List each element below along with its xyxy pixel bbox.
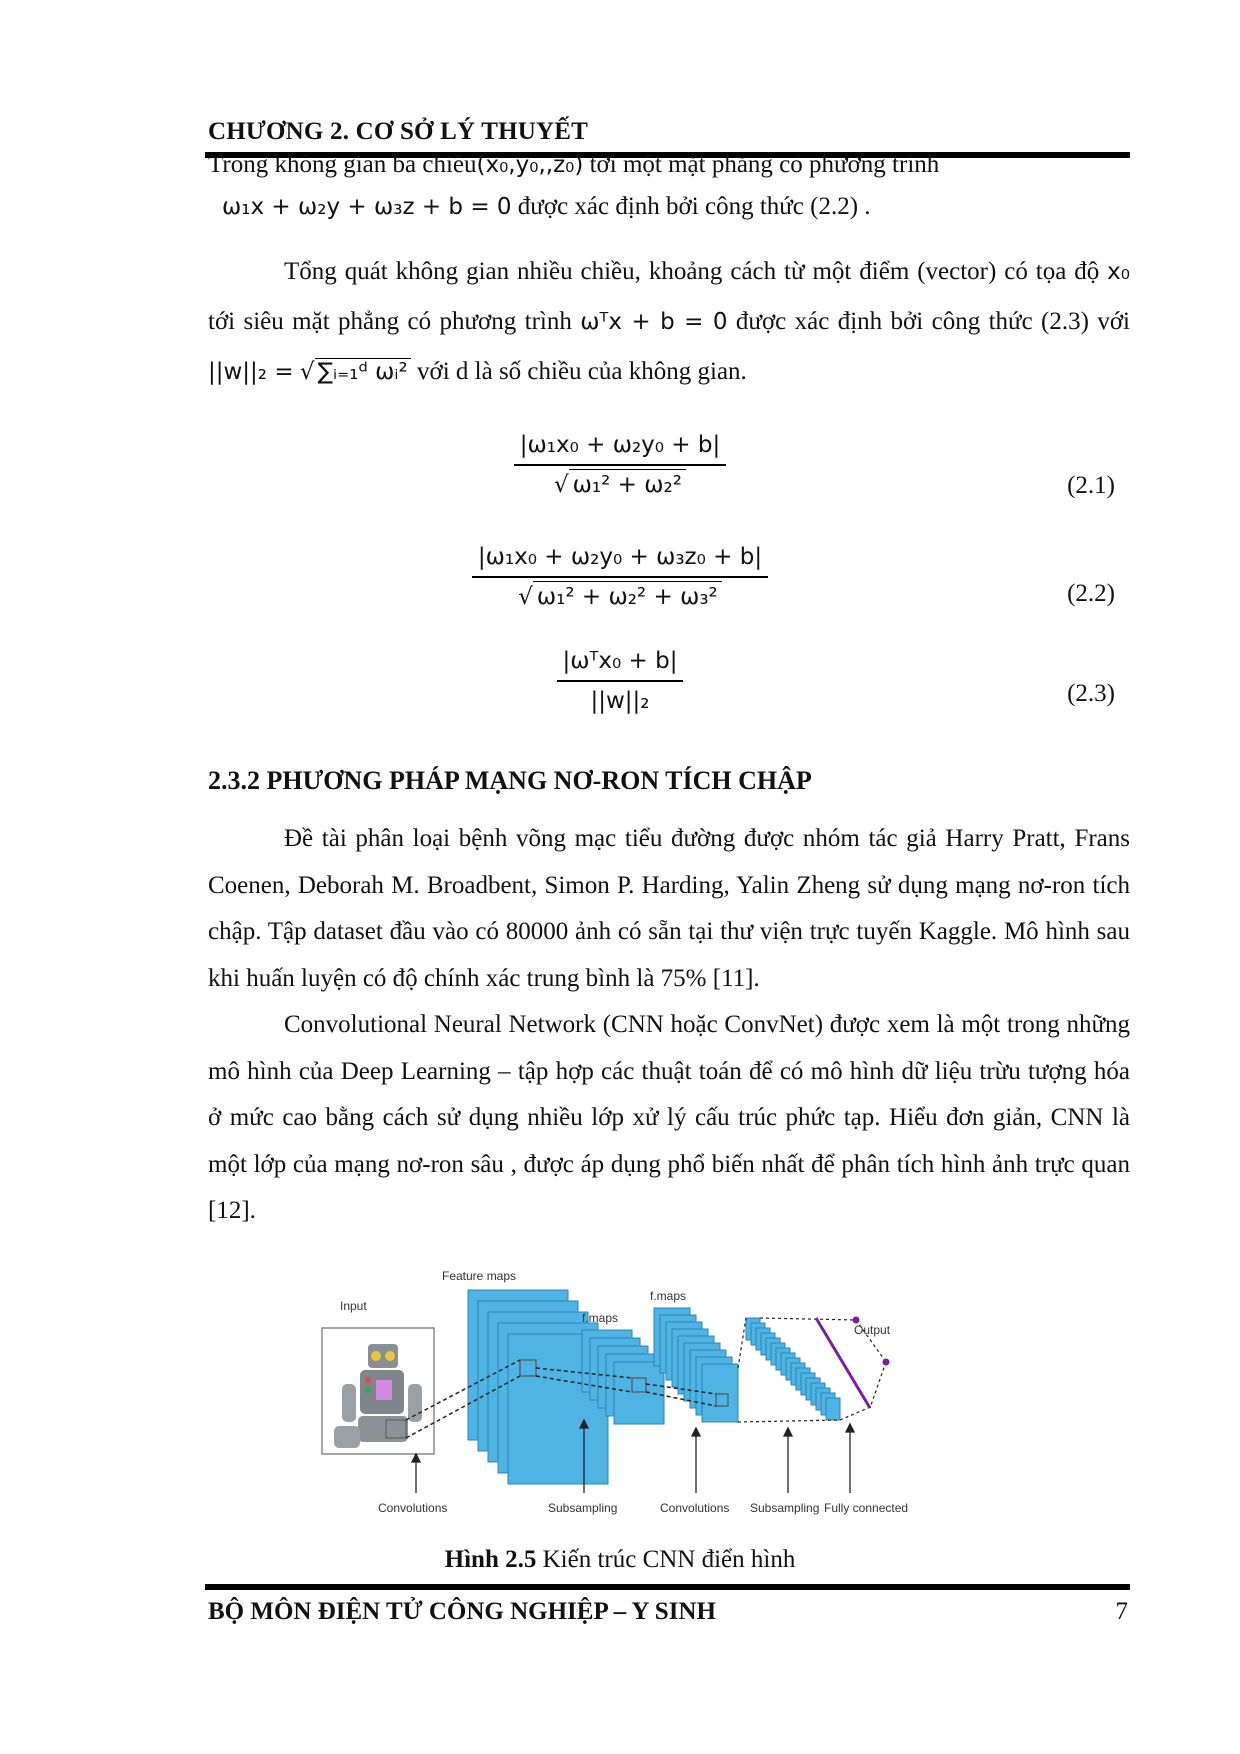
label-convolutions-1: Convolutions — [378, 1501, 448, 1515]
page-number: 7 — [1115, 1598, 1128, 1625]
label-output: Output — [854, 1323, 891, 1337]
plane-equation: ω₁x + ω₂y + ω₃z + b = 0 — [222, 194, 512, 220]
paragraph-1: Đề tài phân loại bệnh võng mạc tiểu đường được nhóm tác giả Harry Pratt, Frans Coenen, Deborah M. Broadbent, Simon P. Harding, Yalin Zheng sử dụng mạng nơ-ron tích chập. Tập dataset đầu vào có 80000 ảnh có sẵn tại thư viện trực tuyến Kaggle. Mô hình sau khi huấn luyện có độ chính xác trung bình là 75% [11]. — [208, 825, 1130, 992]
chapter-header: CHƯƠNG 2. CƠ SỞ LÝ THUYẾT — [208, 118, 589, 145]
intro-line-1: Trong không gian ba chiều(x₀,y₀,,z₀) tới một mặt phẳng có phương trình — [208, 151, 940, 178]
label-feature-maps: Feature maps — [442, 1269, 517, 1283]
paragraph-2: Convolutional Neural Network (CNN hoặc ConvNet) được xem là một trong những mô hình của Deep Learning – tập hợp các thuật toán để có mô hình dữ liệu trừu tượng hóa ở mức cao bằng cách sử dụng nhiều lớp xử lý cấu trúc phức tạp. Hiểu đơn giản, CNN là một lớp của mạng nơ-ron sâu , được áp dụng phổ biến nhất để phân tích hình ảnh trực quan [12]. — [208, 1011, 1130, 1224]
section-heading: 2.3.2 PHƯƠNG PHÁP MẠNG NƠ-RON TÍCH CHẬP — [208, 766, 812, 795]
equation-label-2-2: (2.2) — [1067, 580, 1115, 607]
norm-expression: ||w||₂ = — [208, 359, 294, 385]
equation-label-2-1: (2.1) — [1067, 472, 1115, 499]
label-input: Input — [340, 1299, 367, 1313]
label-subsampling-1: Subsampling — [548, 1501, 618, 1515]
equation-2-2: $\frac{\text{|ω₁x₀ + ω₂y₀ + ω₃z₀ + b|}}{\text{√ ω₁² + ω₂² + ω₃²}}$ — [0, 544, 1240, 610]
equation-2-1: $\frac{\text{|ω₁x₀ + ω₂y₀ + b|}}{\text{√ ω₁² + ω₂²}}$ — [0, 432, 1240, 498]
figure-caption-label: Hình 2.5 — [444, 1546, 537, 1573]
figure-caption-text: Kiến trúc CNN điển hình — [536, 1546, 796, 1573]
convolution-maps-2 — [654, 1308, 738, 1422]
intro-line-2: ω₁x + ω₂y + ω₃z + b = 0 được xác định bởi công thức (2.2) . — [222, 193, 871, 220]
general-paragraph: Tổng quát không gian nhiều chiều, khoảng cách từ một điểm (vector) có tọa độ x₀ tới siêu mặt phẳng có phương trình ωᵀx + b = 0 được xác định bởi công thức (2.3) với ||w||₂ = √ ∑ᵢ₌₁ᵈ ωᵢ² với d là số chiều của không gian. — [208, 258, 1130, 385]
label-fmaps-2: f.maps — [650, 1289, 687, 1303]
output-node-2 — [883, 1359, 890, 1366]
label-fmaps-1: f.maps — [582, 1311, 619, 1325]
sqrt-sum: √ ∑ᵢ₌₁ᵈ ωᵢ² — [300, 358, 411, 385]
figure-caption — [0, 1546, 1240, 1574]
equation-2-3: $\frac{\text{|ωᵀx₀ + b|}}{\text{||w||₂}}$ — [0, 648, 1240, 714]
equation-label-2-3: (2.3) — [1067, 680, 1115, 707]
point-coordinates: (x₀,y₀,,z₀) — [476, 152, 584, 178]
label-convolutions-2: Convolutions — [660, 1501, 730, 1515]
label-subsampling-2: Subsampling — [750, 1501, 820, 1515]
footer-department: BỘ MÔN ĐIỆN TỬ CÔNG NGHIỆP – Y SINH — [208, 1598, 716, 1625]
cnn-architecture-figure — [320, 1248, 1020, 1526]
footer-rule — [205, 1584, 1130, 1590]
hyperplane-equation: ωᵀx + b = 0 — [580, 309, 728, 335]
label-fully-connected: Fully connected — [824, 1501, 909, 1515]
